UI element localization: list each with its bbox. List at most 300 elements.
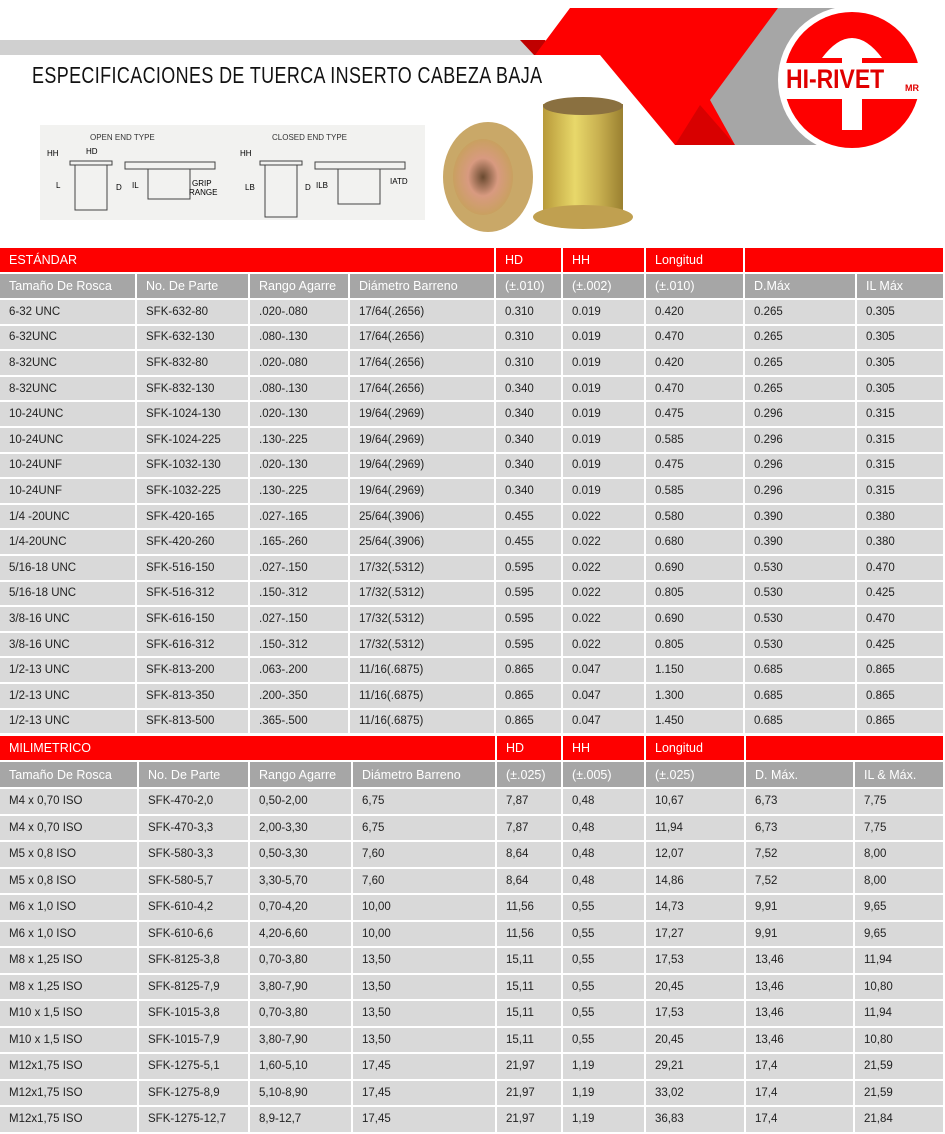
table-row-cell: 0.047: [563, 684, 646, 710]
table-row-cell: 0.296: [745, 454, 857, 480]
table-row-cell: SFK-516-312: [137, 582, 250, 608]
table-row-cell: M6 x 1,0 ISO: [0, 895, 139, 922]
table-row-cell: 0,55: [563, 922, 646, 949]
table-row-cell: 6,73: [746, 789, 855, 816]
table-row-cell: 0.047: [563, 710, 646, 736]
table-row-cell: 1,19: [563, 1054, 646, 1081]
table-row-cell: .027-.150: [250, 556, 350, 582]
table-row: [0, 922, 945, 949]
table-row-cell: 0.580: [646, 505, 745, 531]
table-row-cell: 7,87: [497, 789, 563, 816]
table-row-cell: 1/2-13 UNC: [0, 658, 137, 684]
section-header-row-cell: MILIMETRICO: [0, 736, 497, 762]
table-row-cell: 17,4: [746, 1107, 855, 1134]
diagram-drawing: [40, 125, 425, 220]
table-row-cell: .027-.150: [250, 607, 350, 633]
closed-end-label: CLOSED END TYPE: [272, 133, 347, 142]
table-row-cell: 33,02: [646, 1081, 746, 1108]
table-row-cell: 7,60: [353, 869, 497, 896]
section-header-row-cell: [745, 248, 945, 274]
table-row: [0, 658, 945, 684]
table-row-cell: 6,73: [746, 816, 855, 843]
table-row-cell: 7,75: [855, 789, 945, 816]
table-row-cell: 0.420: [646, 300, 745, 326]
table-row-cell: 15,11: [497, 1028, 563, 1055]
table-row-cell: 17,45: [353, 1081, 497, 1108]
table-row-cell: 10,80: [855, 975, 945, 1002]
table-row-cell: .080-.130: [250, 326, 350, 352]
table-row-cell: 13,50: [353, 1001, 497, 1028]
table-row-cell: SFK-1032-130: [137, 454, 250, 480]
table-row-cell: SFK-832-130: [137, 377, 250, 403]
table-row-cell: SFK-832-80: [137, 351, 250, 377]
column-header-row-cell: (±.002): [563, 274, 646, 300]
table-row-cell: .080-.130: [250, 377, 350, 403]
section-header-row-cell: [746, 736, 945, 762]
table-row-cell: 15,11: [497, 1001, 563, 1028]
section-header-row: [0, 736, 945, 762]
table-row-cell: 0.390: [745, 505, 857, 531]
table-row-cell: 17,27: [646, 922, 746, 949]
table-row-cell: 8,00: [855, 842, 945, 869]
table-row-cell: 11/16(.6875): [350, 658, 496, 684]
table-row-cell: 0.047: [563, 658, 646, 684]
rivet-nut-photo: [438, 92, 633, 237]
table-row: [0, 1001, 945, 1028]
table-row-cell: 17/32(.5312): [350, 633, 496, 659]
section-header-row-cell: HH: [563, 736, 646, 762]
table-row-cell: 9,65: [855, 922, 945, 949]
table-row-cell: 10,00: [353, 895, 497, 922]
table-row-cell: 6-32UNC: [0, 326, 137, 352]
table-row-cell: 0.425: [857, 633, 945, 659]
table-row-cell: .020-.130: [250, 402, 350, 428]
table-row-cell: SFK-470-2,0: [139, 789, 250, 816]
table-row-cell: SFK-8125-7,9: [139, 975, 250, 1002]
table-row-cell: 0,55: [563, 1001, 646, 1028]
table-row-cell: 0.305: [857, 326, 945, 352]
table-row-cell: 8,9-12,7: [250, 1107, 353, 1134]
diagram-label-d: D: [116, 183, 122, 192]
diagram-label-hd: HD: [86, 147, 98, 156]
table-row-cell: 17,53: [646, 948, 746, 975]
diagram-label-l: L: [56, 181, 61, 190]
table-row-cell: SFK-1275-8,9: [139, 1081, 250, 1108]
table-row-cell: 0.595: [496, 607, 563, 633]
table-row-cell: 17,45: [353, 1054, 497, 1081]
table-row-cell: 13,50: [353, 1028, 497, 1055]
table-row-cell: SFK-1024-130: [137, 402, 250, 428]
table-row-cell: 17,4: [746, 1054, 855, 1081]
table-row-cell: 11,94: [855, 1001, 945, 1028]
table-row-cell: 11/16(.6875): [350, 684, 496, 710]
logo-brand-text: HI-RIVET: [786, 64, 885, 94]
table-row: [0, 479, 945, 505]
table-row-cell: 0.022: [563, 505, 646, 531]
table-row-cell: 0.805: [646, 633, 745, 659]
table-row-cell: 0.865: [857, 658, 945, 684]
table-row-cell: 17/64(.2656): [350, 351, 496, 377]
table-row: [0, 300, 945, 326]
table-row-cell: 6-32 UNC: [0, 300, 137, 326]
table-row-cell: 0.340: [496, 428, 563, 454]
table-row-cell: SFK-632-80: [137, 300, 250, 326]
table-row-cell: 0.595: [496, 633, 563, 659]
table-row-cell: 0.470: [646, 377, 745, 403]
table-row-cell: 0.865: [857, 710, 945, 736]
table-row-cell: 0.530: [745, 556, 857, 582]
table-row-cell: 0.455: [496, 505, 563, 531]
table-row-cell: SFK-632-130: [137, 326, 250, 352]
section-header-row-cell: ESTÁNDAR: [0, 248, 496, 274]
table-row-cell: 17,4: [746, 1081, 855, 1108]
section-header-row: [0, 248, 945, 274]
table-row-cell: 11,56: [497, 922, 563, 949]
column-header-row-cell: Rango Agarre: [250, 762, 353, 789]
table-row-cell: 0.265: [745, 326, 857, 352]
column-header-row: [0, 274, 945, 300]
table-row-cell: .150-.312: [250, 633, 350, 659]
table-row-cell: 0.390: [745, 530, 857, 556]
table-row-cell: 6,75: [353, 789, 497, 816]
table-row-cell: 0.475: [646, 454, 745, 480]
table-row-cell: 17/64(.2656): [350, 326, 496, 352]
table-row-cell: 0.315: [857, 402, 945, 428]
table-row-cell: 0.296: [745, 479, 857, 505]
table-row-cell: 1/4-20UNC: [0, 530, 137, 556]
diagram-label-d-closed: D: [305, 183, 311, 192]
table-row-cell: 1/2-13 UNC: [0, 710, 137, 736]
section-header-row-cell: HD: [496, 248, 563, 274]
table-row-cell: 2,00-3,30: [250, 816, 353, 843]
table-row-cell: 21,84: [855, 1107, 945, 1134]
table-row-cell: 11,94: [646, 816, 746, 843]
table-row-cell: 9,91: [746, 922, 855, 949]
column-header-row-cell: (±.025): [646, 762, 746, 789]
section-header-row-cell: Longitud: [646, 248, 745, 274]
table-row: [0, 428, 945, 454]
table-row: [0, 948, 945, 975]
table-row-cell: .130-.225: [250, 479, 350, 505]
table-row-cell: 0,48: [563, 842, 646, 869]
table-row-cell: 7,60: [353, 842, 497, 869]
section-header-row-cell: Longitud: [646, 736, 746, 762]
table-row-cell: 0.315: [857, 479, 945, 505]
table-row-cell: 13,46: [746, 1001, 855, 1028]
section-header-row-cell: HH: [563, 248, 646, 274]
table-row-cell: 0.420: [646, 351, 745, 377]
diagram-label-range: RANGE: [189, 188, 218, 197]
table-row-cell: SFK-610-4,2: [139, 895, 250, 922]
table-row-cell: 0,55: [563, 895, 646, 922]
table-row-cell: 4,20-6,60: [250, 922, 353, 949]
table-row-cell: 20,45: [646, 1028, 746, 1055]
table-row-cell: 0,55: [563, 1028, 646, 1055]
table-row: [0, 505, 945, 531]
table-row-cell: SFK-616-312: [137, 633, 250, 659]
table-row-cell: SFK-616-150: [137, 607, 250, 633]
column-header-row-cell: D.Máx: [745, 274, 857, 300]
table-row-cell: 14,73: [646, 895, 746, 922]
logo-mark-text: MR: [905, 83, 919, 93]
table-row-cell: M10 x 1,5 ISO: [0, 1001, 139, 1028]
table-row-cell: 19/64(.2969): [350, 402, 496, 428]
table-row-cell: 21,59: [855, 1054, 945, 1081]
table-row-cell: 1.450: [646, 710, 745, 736]
table-row-cell: 0.380: [857, 530, 945, 556]
table-row-cell: 19/64(.2969): [350, 454, 496, 480]
table-row-cell: 0.019: [563, 402, 646, 428]
table-row-cell: .027-.165: [250, 505, 350, 531]
table-row-cell: 0,48: [563, 869, 646, 896]
table-row-cell: M12x1,75 ISO: [0, 1054, 139, 1081]
table-row: [0, 1054, 945, 1081]
table-row-cell: 0.470: [857, 556, 945, 582]
column-header-row-cell: Rango Agarre: [250, 274, 350, 300]
table-row-cell: 0.470: [646, 326, 745, 352]
table-row-cell: M4 x 0,70 ISO: [0, 816, 139, 843]
table-row-cell: 0.019: [563, 479, 646, 505]
technical-diagram: [40, 125, 425, 220]
table-row: [0, 607, 945, 633]
table-row-cell: M8 x 1,25 ISO: [0, 975, 139, 1002]
table-row-cell: SFK-420-260: [137, 530, 250, 556]
diagram-label-grip: GRIP: [192, 179, 212, 188]
table-row-cell: 11,56: [497, 895, 563, 922]
section-header-row-cell: HD: [497, 736, 563, 762]
table-row-cell: 3,80-7,90: [250, 1028, 353, 1055]
diagram-label-ilb: ILB: [316, 181, 329, 190]
table-row-cell: 19/64(.2969): [350, 428, 496, 454]
table-row-cell: 0,50-3,30: [250, 842, 353, 869]
table-row-cell: 0.022: [563, 556, 646, 582]
table-row-cell: 5,10-8,90: [250, 1081, 353, 1108]
table-row-cell: 8-32UNC: [0, 377, 137, 403]
table-row-cell: 0.530: [745, 607, 857, 633]
table-row-cell: SFK-420-165: [137, 505, 250, 531]
diagram-label-il: IL: [132, 181, 139, 190]
table-row-cell: 1.150: [646, 658, 745, 684]
table-row-cell: .200-.350: [250, 684, 350, 710]
table-row-cell: 0.315: [857, 454, 945, 480]
table-row-cell: 10,00: [353, 922, 497, 949]
table-row-cell: 13,46: [746, 1028, 855, 1055]
table-row-cell: 21,97: [497, 1081, 563, 1108]
table-row-cell: 1.300: [646, 684, 745, 710]
table-row-cell: M10 x 1,5 ISO: [0, 1028, 139, 1055]
table-row-cell: 0.585: [646, 428, 745, 454]
table-row-cell: 0.530: [745, 633, 857, 659]
table-row-cell: SFK-1015-3,8: [139, 1001, 250, 1028]
table-row-cell: 0.022: [563, 530, 646, 556]
table-row-cell: 0,50-2,00: [250, 789, 353, 816]
column-header-row-cell: No. De Parte: [139, 762, 250, 789]
table-row-cell: 5/16-18 UNC: [0, 582, 137, 608]
table-row-cell: 0.019: [563, 351, 646, 377]
table-row-cell: 0.690: [646, 556, 745, 582]
table-row-cell: M5 x 0,8 ISO: [0, 869, 139, 896]
table-row-cell: SFK-470-3,3: [139, 816, 250, 843]
table-row-cell: 3/8-16 UNC: [0, 633, 137, 659]
table-row-cell: 0.305: [857, 377, 945, 403]
table-row: [0, 454, 945, 480]
column-header-row-cell: Tamaño De Rosca: [0, 762, 139, 789]
table-row-cell: 17,45: [353, 1107, 497, 1134]
table-row-cell: 7,52: [746, 869, 855, 896]
table-row-cell: 0.340: [496, 377, 563, 403]
table-row-cell: 3,80-7,90: [250, 975, 353, 1002]
table-row-cell: SFK-610-6,6: [139, 922, 250, 949]
table-row-cell: 0.022: [563, 633, 646, 659]
column-header-row-cell: Tamaño De Rosca: [0, 274, 137, 300]
table-row-cell: 3,30-5,70: [250, 869, 353, 896]
table-row-cell: 15,11: [497, 948, 563, 975]
table-row: [0, 789, 945, 816]
table-row-cell: 0.305: [857, 351, 945, 377]
table-row-cell: 9,65: [855, 895, 945, 922]
table-row-cell: 1/4 -20UNC: [0, 505, 137, 531]
table-row-cell: 0,70-3,80: [250, 1001, 353, 1028]
table-row-cell: 0.530: [745, 582, 857, 608]
table-row-cell: 17/32(.5312): [350, 607, 496, 633]
table-row-cell: .165-.260: [250, 530, 350, 556]
table-row-cell: 0.340: [496, 402, 563, 428]
table-row: [0, 1081, 945, 1108]
column-header-row-cell: IL Máx: [857, 274, 945, 300]
table-row-cell: 0.455: [496, 530, 563, 556]
table-row-cell: 0,48: [563, 816, 646, 843]
table-row: [0, 377, 945, 403]
diagram-label-hh: HH: [47, 149, 59, 158]
table-row-cell: 15,11: [497, 975, 563, 1002]
table-row-cell: .020-.130: [250, 454, 350, 480]
table-row-cell: .020-.080: [250, 351, 350, 377]
table-row: [0, 351, 945, 377]
table-row-cell: SFK-1032-225: [137, 479, 250, 505]
table-row-cell: 13,50: [353, 975, 497, 1002]
table-row: [0, 402, 945, 428]
table-row: [0, 842, 945, 869]
table-row-cell: 0.425: [857, 582, 945, 608]
table-row-cell: 6,75: [353, 816, 497, 843]
table-row-cell: 0.805: [646, 582, 745, 608]
table-row-cell: SFK-580-5,7: [139, 869, 250, 896]
table-row-cell: 8,00: [855, 869, 945, 896]
table-row-cell: M8 x 1,25 ISO: [0, 948, 139, 975]
column-header-row: [0, 762, 945, 789]
table-row-cell: 10-24UNF: [0, 479, 137, 505]
column-header-row-cell: (±.025): [497, 762, 563, 789]
table-row-cell: 0,70-4,20: [250, 895, 353, 922]
table-row-cell: 7,52: [746, 842, 855, 869]
table-row-cell: 10,67: [646, 789, 746, 816]
table-row-cell: 0.340: [496, 454, 563, 480]
table-row-cell: 0.595: [496, 556, 563, 582]
table-row-cell: 0.019: [563, 454, 646, 480]
table-row-cell: 10-24UNC: [0, 428, 137, 454]
table-row-cell: M5 x 0,8 ISO: [0, 842, 139, 869]
table-row-cell: 0.019: [563, 326, 646, 352]
table-row-cell: M12x1,75 ISO: [0, 1081, 139, 1108]
table-row-cell: 0.296: [745, 428, 857, 454]
table-row-cell: 0.265: [745, 351, 857, 377]
table-row: [0, 895, 945, 922]
column-header-row-cell: IL & Máx.: [855, 762, 945, 789]
table-row-cell: 0.865: [857, 684, 945, 710]
column-header-row-cell: Diámetro Barreno: [350, 274, 496, 300]
table-row-cell: SFK-813-350: [137, 684, 250, 710]
table-row-cell: 21,59: [855, 1081, 945, 1108]
table-row-cell: 1,19: [563, 1081, 646, 1108]
table-row-cell: 21,97: [497, 1107, 563, 1134]
table-row: [0, 1028, 945, 1055]
table-row-cell: 0,70-3,80: [250, 948, 353, 975]
table-row-cell: 0.585: [646, 479, 745, 505]
table-row: [0, 816, 945, 843]
table-row-cell: 0.595: [496, 582, 563, 608]
column-header-row-cell: No. De Parte: [137, 274, 250, 300]
column-header-row-cell: (±.010): [646, 274, 745, 300]
table-row-cell: 0.685: [745, 658, 857, 684]
table-row-cell: 0,48: [563, 789, 646, 816]
table-row-cell: 0.380: [857, 505, 945, 531]
table-row-cell: 5/16-18 UNC: [0, 556, 137, 582]
table-row-cell: 8,64: [497, 869, 563, 896]
table-row-cell: 0.310: [496, 326, 563, 352]
table-row-cell: 17/32(.5312): [350, 556, 496, 582]
table-row-cell: 0.265: [745, 300, 857, 326]
table-row-cell: 12,07: [646, 842, 746, 869]
table-row-cell: 25/64(.3906): [350, 505, 496, 531]
column-header-row-cell: (±.010): [496, 274, 563, 300]
table-row-cell: 9,91: [746, 895, 855, 922]
table-row-cell: 11/16(.6875): [350, 710, 496, 736]
table-row-cell: 0.019: [563, 428, 646, 454]
table-row: [0, 869, 945, 896]
table-row-cell: SFK-516-150: [137, 556, 250, 582]
table-row-cell: 19/64(.2969): [350, 479, 496, 505]
table-row-cell: 17/32(.5312): [350, 582, 496, 608]
table-row: [0, 684, 945, 710]
table-row-cell: 0.865: [496, 684, 563, 710]
table-row-cell: 0.865: [496, 658, 563, 684]
table-row-cell: 0.022: [563, 582, 646, 608]
table-row-cell: 14,86: [646, 869, 746, 896]
table-row-cell: 0.019: [563, 377, 646, 403]
table-row-cell: 0.019: [563, 300, 646, 326]
diagram-label-hh-closed: HH: [240, 149, 252, 158]
table-row-cell: .365-.500: [250, 710, 350, 736]
table-row: [0, 556, 945, 582]
table-row: [0, 633, 945, 659]
table-row-cell: .063-.200: [250, 658, 350, 684]
table-row-cell: 1,19: [563, 1107, 646, 1134]
table-row-cell: .130-.225: [250, 428, 350, 454]
table-row-cell: 0.475: [646, 402, 745, 428]
table-row-cell: 8,64: [497, 842, 563, 869]
table-row-cell: M4 x 0,70 ISO: [0, 789, 139, 816]
column-header-row-cell: D. Máx.: [746, 762, 855, 789]
table-row-cell: 17/64(.2656): [350, 300, 496, 326]
table-row-cell: 0,55: [563, 948, 646, 975]
table-row-cell: 0.340: [496, 479, 563, 505]
page-title: ESPECIFICACIONES DE TUERCA INSERTO CABEZA BAJA: [32, 62, 543, 88]
table-row-cell: 36,83: [646, 1107, 746, 1134]
table-row-cell: 29,21: [646, 1054, 746, 1081]
table-row-cell: 0.470: [857, 607, 945, 633]
open-end-label: OPEN END TYPE: [90, 133, 155, 142]
table-row-cell: 0.685: [745, 710, 857, 736]
